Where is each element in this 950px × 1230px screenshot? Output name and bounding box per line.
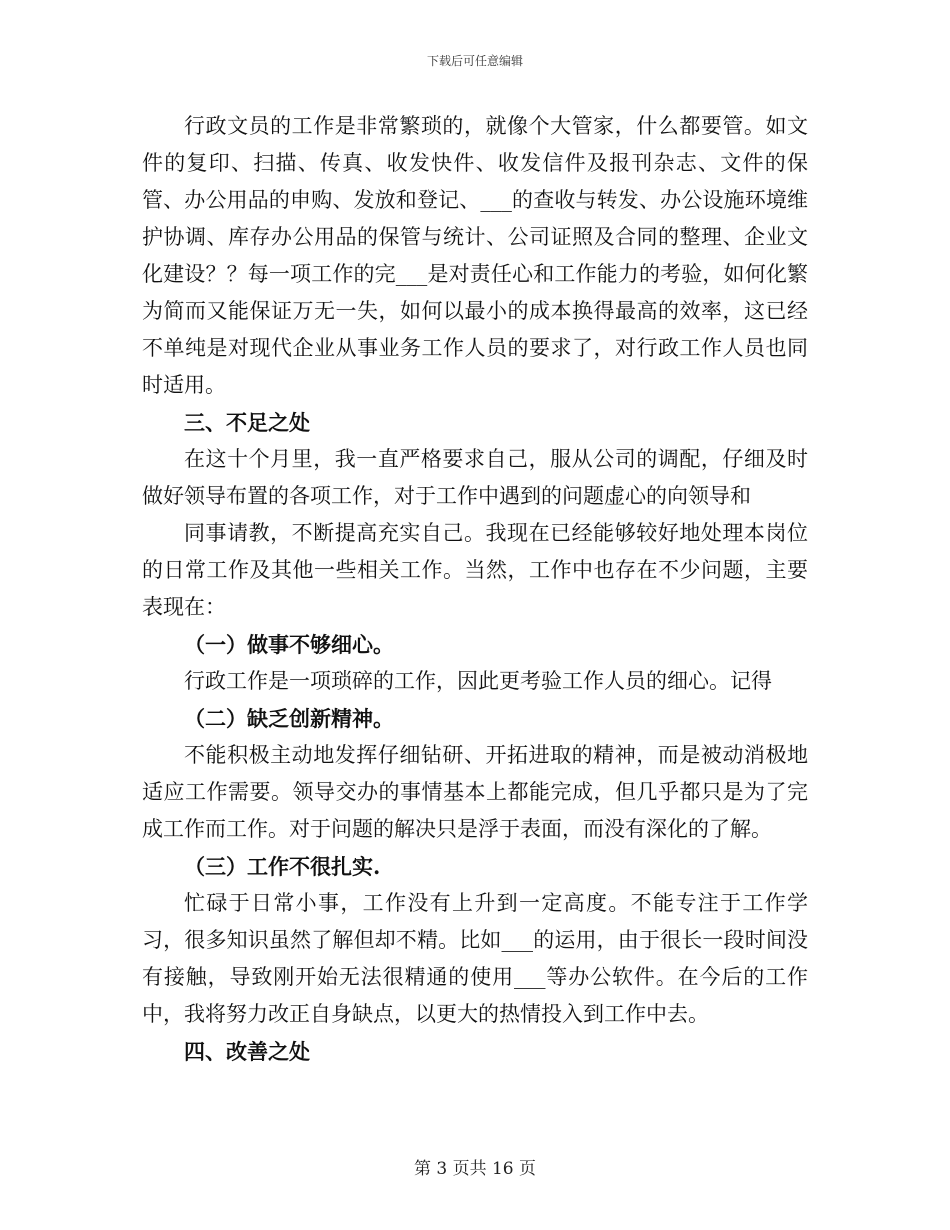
paragraph-passive: 不能积极主动地发挥仔细钻研、开拓进取的精神，而是被动消极地适应工作需要。领导交办的事情基本上都能完成，但几乎都只是为了完成工作而工作。对于问题的解决只是浮于表面，而没有深化的了解。 [142, 743, 808, 841]
section-heading-improvements: 四、改善之处 [184, 1039, 310, 1064]
subheading-lack-innovation: （二）缺乏创新精神。 [184, 706, 394, 731]
paragraph-admin-trivial: 行政工作是一项琐碎的工作，因此更考验工作人员的细心。记得 [184, 669, 772, 693]
section-heading-shortcomings: 三、不足之处 [184, 410, 310, 435]
paragraph-duties: 行政文员的工作是非常繁琐的，就像个大管家，什么都要管。如文件的复印、扫描、传真、收发快件、收发信件及报刊杂志、文件的保管、办公用品的申购、发放和登记、___的查收与转发、办公设施环境维护协调、库存办公用品的保管与统计、公司证照及合同的整理、企业文化建设？？每一项工作的完___是对责任心和工作能力的考验，如何化繁为简而又能保证万无一失，如何以最小的成本换得最高的效率，这已经不单纯是对现代企业从事业务工作人员的要求了，对行政工作人员也同时适用。 [142, 114, 808, 397]
page-header: 下载后可任意编辑 [426, 54, 523, 68]
subheading-not-careful: （一）做事不够细心。 [184, 632, 394, 657]
document-body [142, 108, 808, 1070]
paragraph-busy-daily: 忙碌于日常小事，工作没有上升到一定高度。不能专注于工作学习，很多知识虽然了解但却不精。比如___的运用，由于很长一段时间没有接触，导致刚开始无法很精通的使用___等办公软件。在今后的工作中，我将努力改正自身缺点，以更大的热情投入到工作中去。 [142, 891, 808, 1026]
paragraph-consult-colleagues: 同事请教，不断提高充实自己。我现在已经能够较好地处理本岗位的日常工作及其他一些相关工作。当然，工作中也存在不少问题，主要表现在： [142, 521, 808, 619]
page-footer: 第 3 页共 16 页 [413, 1159, 537, 1179]
subheading-not-solid: （三）工作不很扎实. [184, 854, 381, 879]
paragraph-ten-months: 在这十个月里，我一直严格要求自己，服从公司的调配，仔细及时做好领导布置的各项工作，对于工作中遇到的问题虚心的向领导和 [142, 447, 808, 508]
